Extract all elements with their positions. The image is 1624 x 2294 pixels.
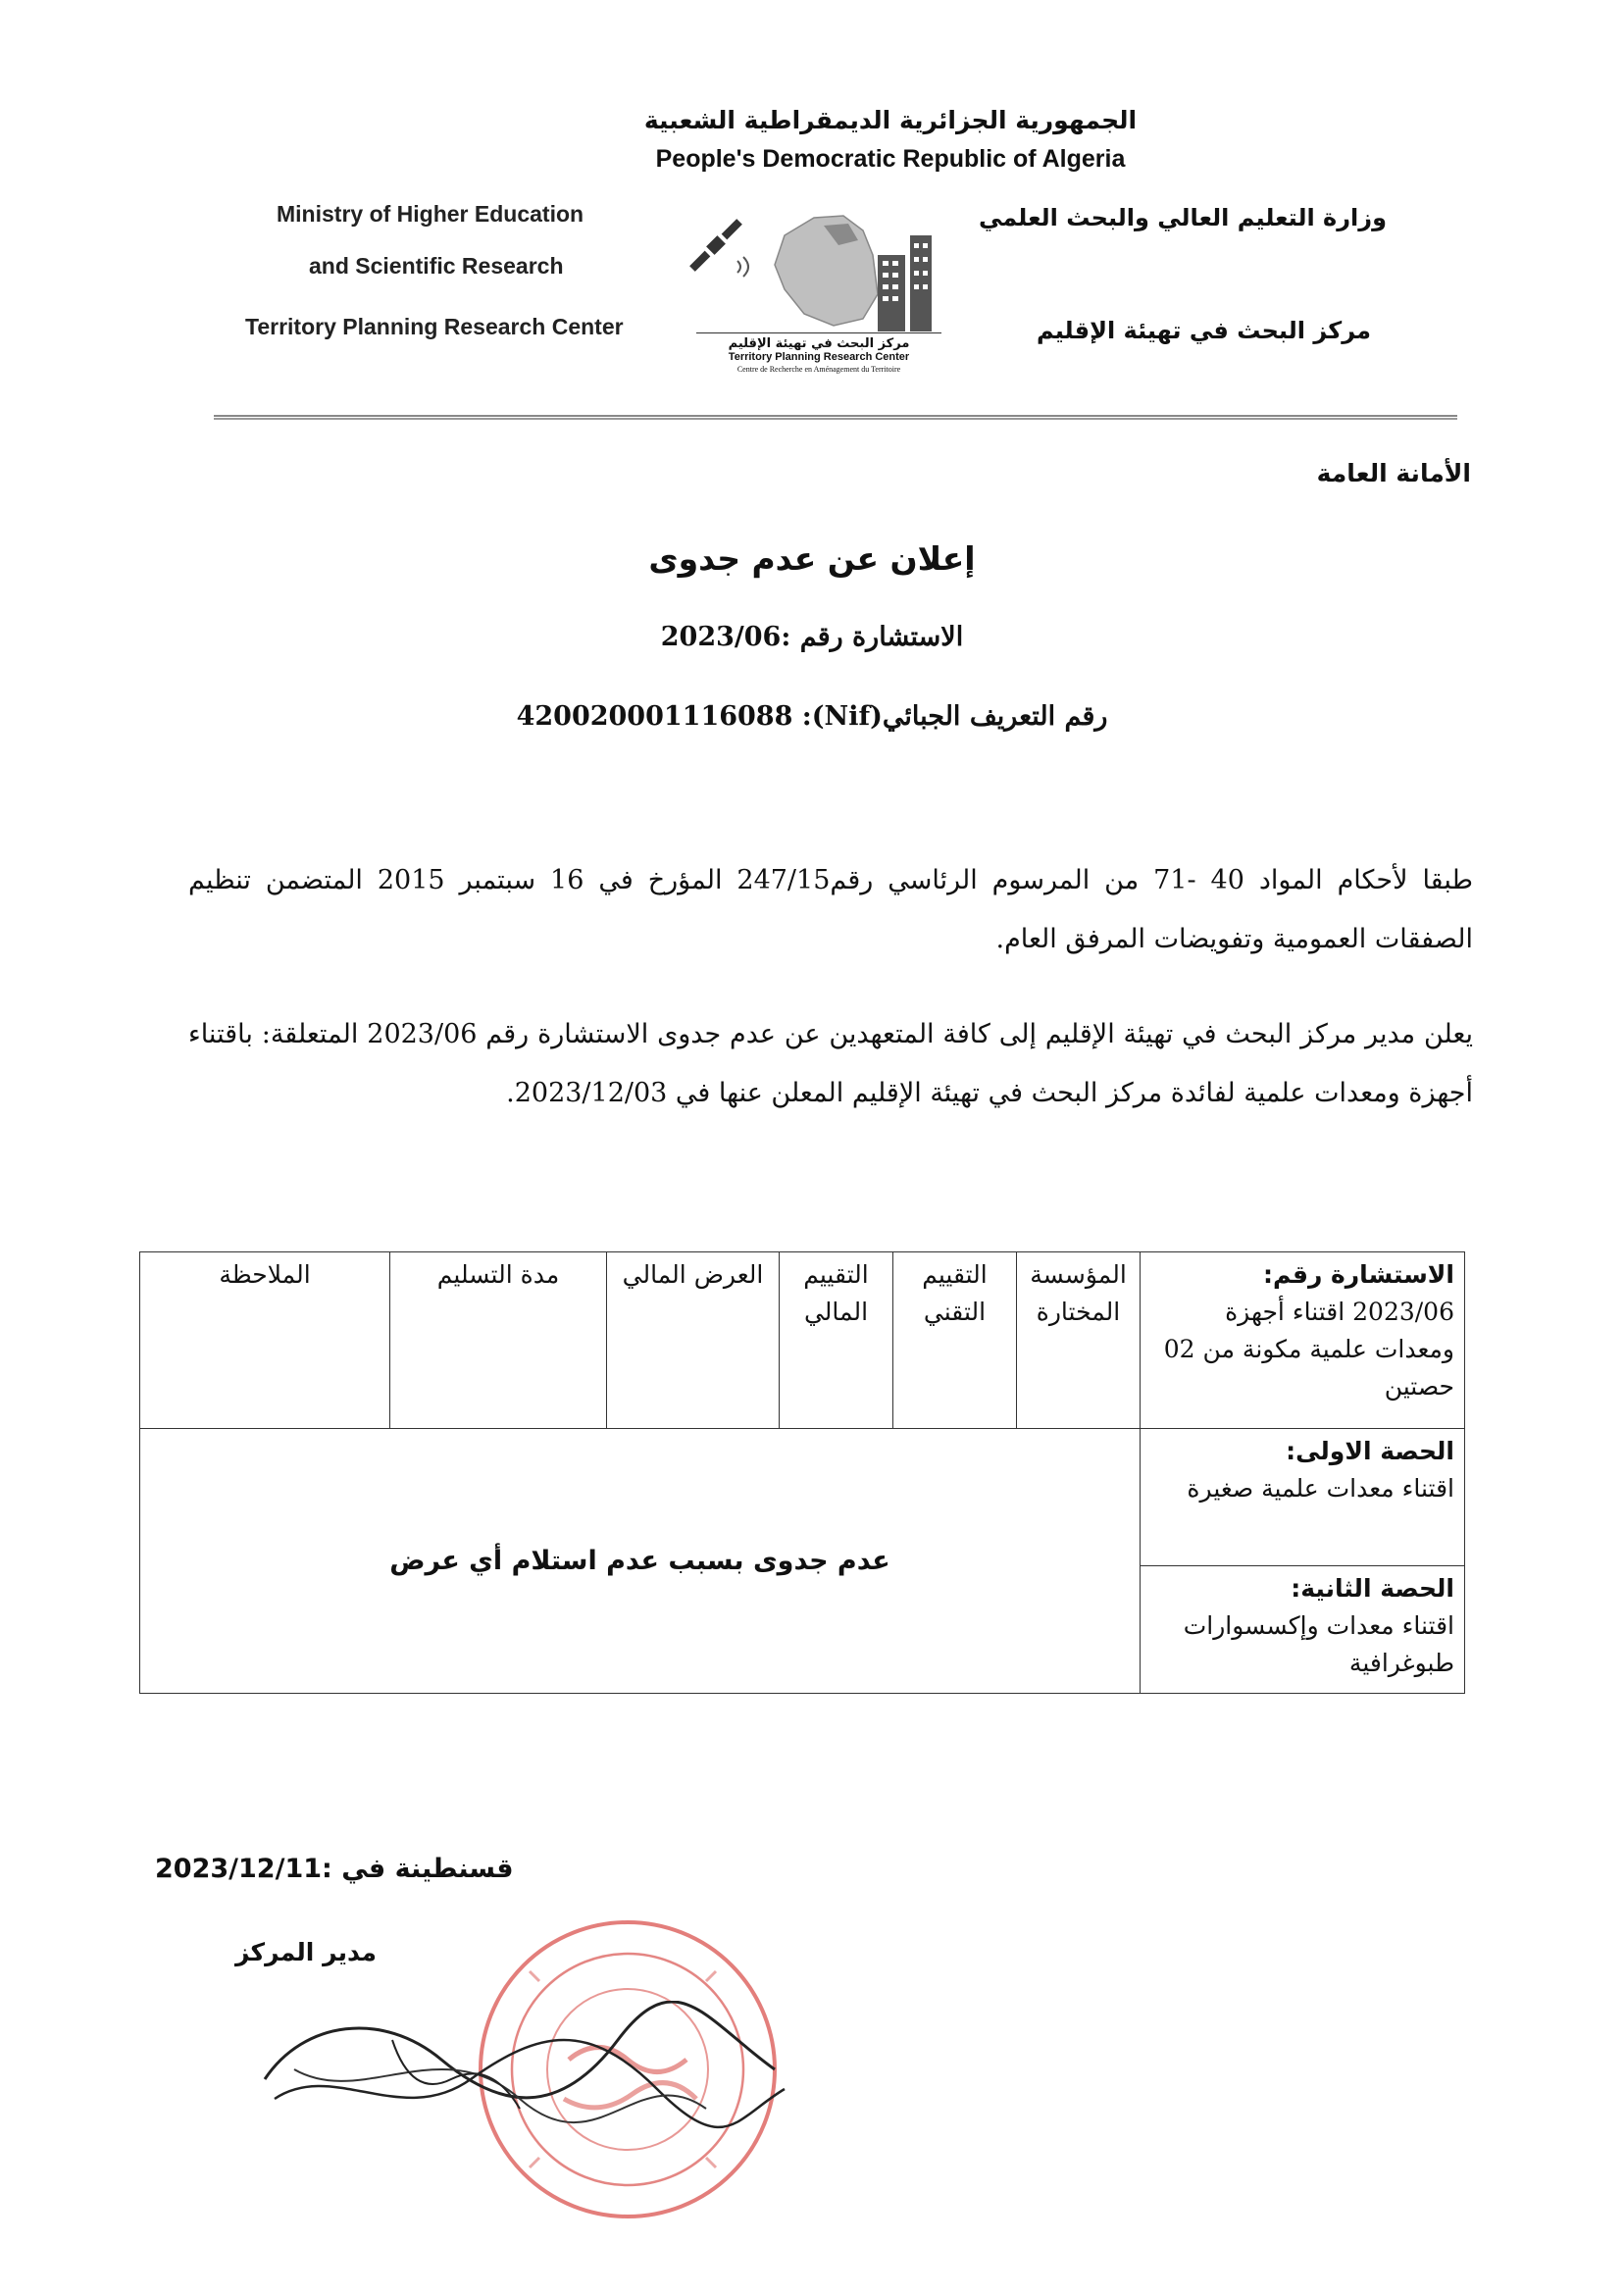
table-header-cell: مدة التسليم <box>390 1252 607 1429</box>
results-table <box>139 1251 1465 1694</box>
lot2-desc: اقتناء معدات وإكسسوارات طبوغرافية <box>1183 1611 1454 1677</box>
place-and-date: قسنطينة في :2023/12/11 <box>155 1854 514 1884</box>
center-en: Territory Planning Research Center <box>245 314 624 339</box>
table-header-row <box>140 1252 1465 1429</box>
result-note: عدم جدوى بسبب عدم استلام أي عرض <box>140 1429 1141 1694</box>
department-label: الأمانة العامة <box>1316 459 1471 487</box>
lot1-label: الحصة الاولى: <box>1286 1437 1454 1465</box>
lot1-desc: اقتناء معدات علمية صغيرة <box>1187 1474 1454 1503</box>
table-header-cell: المؤسسة المختارة <box>1017 1252 1141 1429</box>
consultation-cell-desc: 2023/06 اقتناء أجهزة ومعدات علمية مكونة من 02 حصتين <box>1163 1298 1454 1401</box>
ministry-en-line2: and Scientific Research <box>309 253 564 279</box>
logo-caption-ar: مركز البحث في تهيئة الإقليم <box>728 336 910 351</box>
lot1-cell <box>1141 1429 1465 1566</box>
ministry-ar: وزارة التعليم العالي والبحث العلمي <box>978 204 1387 231</box>
legal-basis-paragraph: طبقا لأحكام المواد 40 -71 من المرسوم الرئاسي رقم247/15 المؤرخ في 16 سبتمبر 2015 المتضمن تنظيم الصفقات العمومية وتفويضات المرفق العام. <box>188 865 1473 954</box>
center-logo <box>677 196 961 387</box>
ministry-en-line1: Ministry of Higher Education <box>277 201 584 227</box>
handwritten-signature-icon <box>245 2001 794 2148</box>
table-header-cell: التقييم التقني <box>893 1252 1017 1429</box>
logo-caption-en: Territory Planning Research Center <box>728 351 910 363</box>
table-header-cell: التقييم المالي <box>780 1252 893 1429</box>
consultation-number: الاستشارة رقم :2023/06 <box>660 622 964 652</box>
signatory-title: مدير المركز <box>235 1938 377 1966</box>
logo-emblem-icon <box>677 196 961 333</box>
lot2-label: الحصة الثانية: <box>1291 1574 1454 1603</box>
tax-id-nif: رقم التعريف الجبائي(Nif): 420020001116088 <box>516 701 1108 732</box>
lot2-cell <box>1141 1566 1465 1694</box>
header-divider <box>214 415 1457 420</box>
table-row <box>140 1429 1465 1566</box>
table-header-cell: العرض المالي <box>607 1252 780 1429</box>
republic-title-en: People's Democratic Republic of Algeria <box>655 145 1126 173</box>
republic-title-ar: الجمهورية الجزائرية الديمقراطية الشعبية <box>643 106 1138 134</box>
consultation-cell <box>1141 1252 1465 1429</box>
announcement-paragraph: يعلن مدير مركز البحث في تهيئة الإقليم إلى كافة المتعهدين عن عدم جدوى الاستشارة رقم 2023/06 المتعلقة: باقتناء أجهزة ومعدات علمية لفائدة مركز البحث في تهيئة الإقليم المعلن عنها في 2023/12/03. <box>188 1019 1473 1108</box>
center-ar: مركز البحث في تهيئة الإقليم <box>1036 317 1371 344</box>
announcement-title: إعلان عن عدم جدوى <box>648 539 976 578</box>
consultation-cell-label: الاستشارة رقم: <box>1262 1260 1454 1289</box>
logo-caption-fr: Centre de Recherche en Aménagement du Territoire <box>736 365 901 374</box>
table-header-cell: الملاحظة <box>140 1252 390 1429</box>
